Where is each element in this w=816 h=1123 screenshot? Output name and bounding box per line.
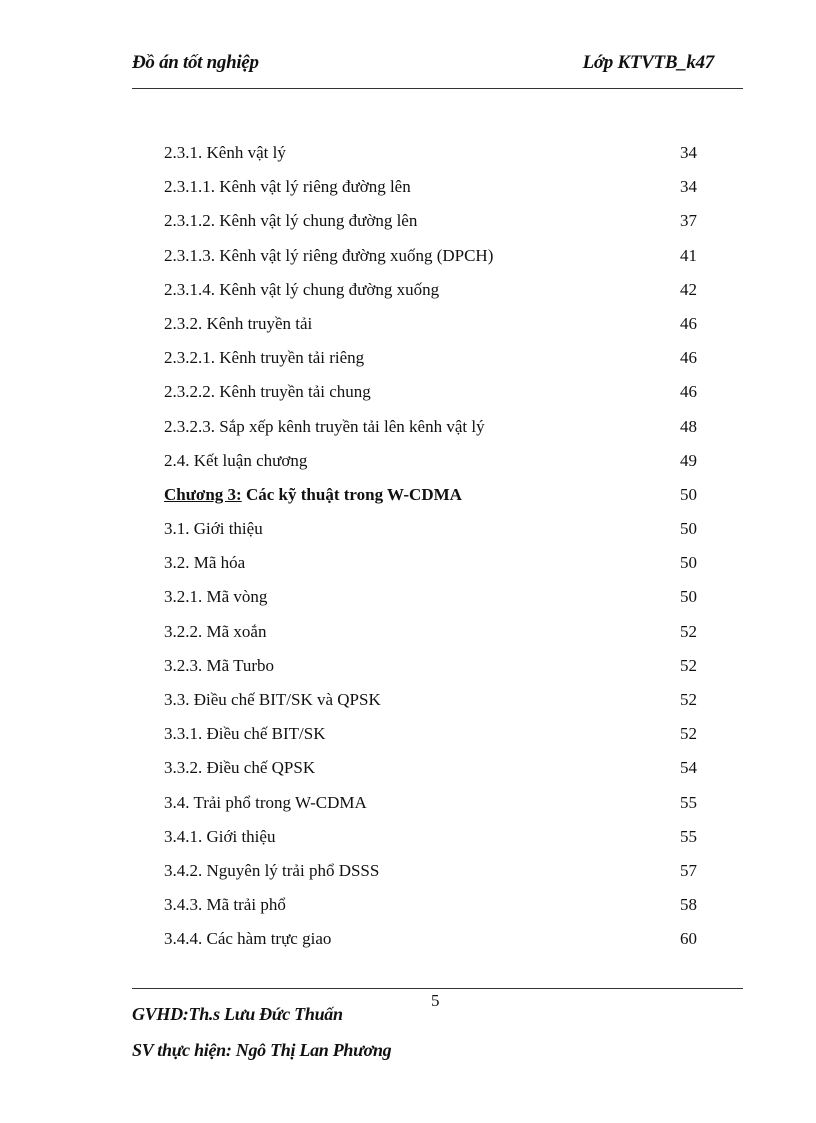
toc-entry-title: 2.3.2.3. Sắp xếp kênh truyền tải lên kênh vật lý [164,416,485,436]
toc-entry [164,756,704,790]
toc-entry [164,415,704,449]
toc-entry-page: 60 [680,929,697,949]
toc-entry-page: 50 [680,587,697,607]
toc-entry-page: 54 [680,758,697,778]
toc-entry-page: 49 [680,450,697,470]
toc-entry-page: 41 [680,245,697,265]
toc-entry [164,551,704,585]
toc-entry-page: 58 [680,895,697,915]
toc-entry-page: 50 [680,519,697,539]
toc-entry-page: 57 [680,860,697,880]
toc-entry [164,244,704,278]
toc-entry-title: 3.2.3. Mã Turbo [164,655,275,675]
toc-entry-title: 2.3.1.2. Kênh vật lý chung đường lên [164,211,418,231]
toc-entry [164,312,704,346]
toc-entry-title: 2.3.1. Kênh vật lý [164,143,286,162]
page-header [132,52,742,80]
toc-entry-title: 3.2. Mã hóa [164,553,246,573]
toc-entry-page: 50 [680,553,697,573]
toc-entry-title: 3.4.3. Mã trải phổ [164,895,286,915]
toc-entry-page: 52 [680,621,697,641]
toc-entry-page: 46 [680,313,697,333]
toc-entry-title: 3.2.1. Mã vòng [164,587,268,607]
toc-entry [164,859,704,893]
toc-entry-page: 48 [680,416,697,436]
footer-divider [132,988,743,989]
toc-entry [164,585,704,619]
toc-entry-page: 37 [680,211,697,231]
footer-student: SV thực hiện: Ngô Thị Lan Phương [132,1040,392,1060]
toc-entry [164,688,704,722]
header-document-title: Đồ án tốt nghiệp [132,52,259,73]
header-divider [132,88,743,89]
toc-entry-page: 46 [680,348,697,368]
toc-entry-title: 3.4. Trải phổ trong W-CDMA [164,792,367,812]
toc-entry-page: 42 [680,279,697,299]
toc-entry [164,893,704,927]
toc-entry-title: 3.1. Giới thiệu [164,519,263,539]
toc-entry [164,141,704,175]
page-number: 5 [431,991,440,1010]
toc-entry-title: 2.3.1.4. Kênh vật lý chung đường xuống [164,279,440,299]
toc-entry-title: 2.3.1.3. Kênh vật lý riêng đường xuống (DPCH) [164,245,494,265]
toc-entry-title: 3.4.2. Nguyên lý trải phổ DSSS [164,860,380,880]
toc-entry [164,346,704,380]
toc-entry-title: 2.3.2.1. Kênh truyền tải riêng [164,348,365,368]
toc-entry-title: 3.3.2. Điều chế QPSK [164,758,316,778]
toc-entry-title: 3.3.1. Điều chế BIT/SK [164,724,326,744]
toc-entry [164,517,704,551]
toc-entry-title: 2.3.1.1. Kênh vật lý riêng đường lên [164,177,411,197]
toc-chapter-entry [164,483,704,517]
toc-entry [164,620,704,654]
table-of-contents [164,141,704,962]
toc-entry [164,791,704,825]
toc-entry-page: 46 [680,382,697,402]
toc-entry-title: 3.3. Điều chế BIT/SK và QPSK [164,690,381,709]
toc-entry-page: 52 [680,655,697,675]
toc-entry-page: 50 [680,484,697,504]
toc-entry [164,825,704,859]
toc-chapter-name: Các kỹ thuật trong W-CDMA [241,484,462,504]
toc-entry [164,654,704,688]
toc-entry-title: 2.4. Kết luận chương [164,450,308,470]
toc-entry-title: 3.4.4. Các hàm trực giao [164,929,332,949]
toc-entry-title: 2.3.2.2. Kênh truyền tải chung [164,382,371,402]
toc-entry [164,175,704,209]
toc-entry-page: 34 [680,143,697,162]
toc-chapter-title [164,483,462,507]
toc-entry-title: 2.3.2. Kênh truyền tải [164,313,313,333]
toc-entry [164,927,704,961]
toc-entry-page: 52 [680,690,697,709]
header-class-name: Lớp KTVTB_k47 [582,52,714,73]
toc-entry [164,722,704,756]
toc-entry [164,278,704,312]
toc-entry [164,380,704,414]
footer-supervisor: GVHD:Th.s Lưu Đức Thuấn [132,1004,343,1024]
toc-entry-page: 55 [680,792,697,812]
toc-entry [164,449,704,483]
toc-entry-page: 55 [680,826,697,846]
toc-entry-title: 3.4.1. Giới thiệu [164,826,276,846]
toc-entry-title: 3.2.2. Mã xoắn [164,621,267,641]
toc-entry [164,209,704,243]
toc-entry-page: 34 [680,177,697,197]
toc-chapter-label: Chương 3: [164,484,242,504]
toc-entry-page: 52 [680,724,697,744]
